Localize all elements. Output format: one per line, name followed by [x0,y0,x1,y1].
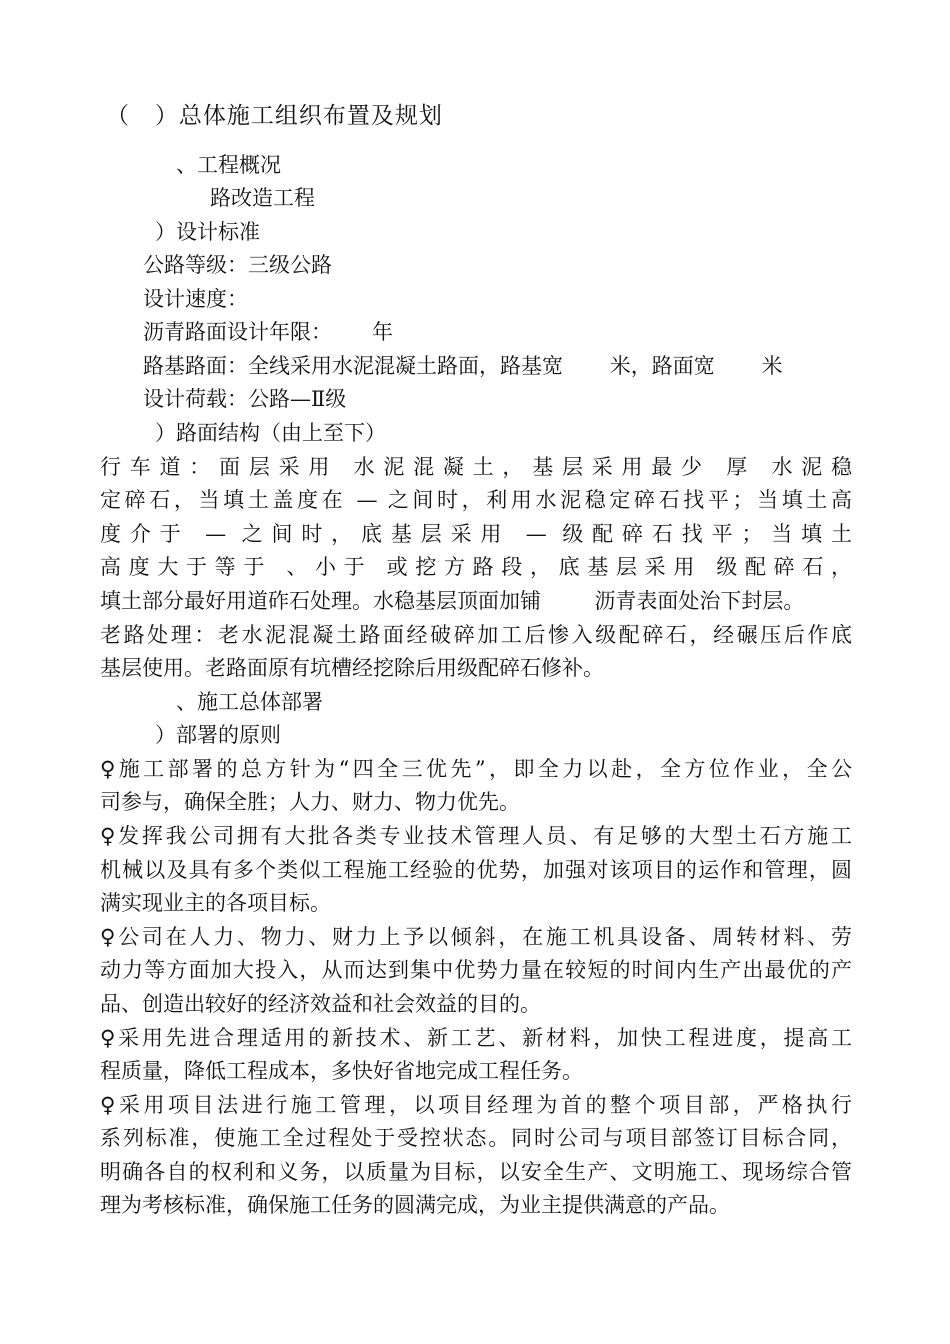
bullet-line: ♀采用项目法进行施工管理，以项目经理为首的整个项目部，严格执行 [100,1093,852,1117]
bullet-line: ♀公司在人力、物力、财力上予以倾斜，在施工机具设备、周转材料、劳 [100,925,852,949]
heading-design-standard: ）设计标准 [155,220,260,244]
heading-pavement-structure: ）路面结构（由上至下） [155,421,386,445]
paragraph-line: 度介于 — 之间时，底基层采用 — 级配碎石找平；当填土 [100,522,852,546]
design-load-line: 设计荷载：公路—Ⅱ级 [143,387,347,411]
bullet-line: 满实现业主的各项目标。 [100,891,331,915]
paragraph-line: 基层使用。老路面原有坑槽经挖除后用级配碎石修补。 [100,656,604,680]
design-speed-line: 设计速度： [143,287,248,311]
section-title: （ ）总体施工组织布置及规划 [106,103,443,129]
bullet-line: 程质量，降低工程成本，多快好省地完成工程任务。 [100,1059,583,1083]
bullet-line: ♀施工部署的总方针为“四全三优先”，即全力以赴，全方位作业，全公 [100,757,852,781]
bullet-line: 机械以及具有多个类似工程施工经验的优势，加强对该项目的运作和管理，圆 [100,858,852,882]
heading-construction-deployment: 、施工总体部署 [176,690,323,714]
paragraph-line: 行车道：面层采用 水泥混凝土，基层采用最少 厚 水泥稳 [100,455,852,479]
bullet-line: 理为考核标准，确保施工任务的圆满完成，为业主提供满意的产品。 [100,1193,730,1217]
bullet-line: 系列标准，使施工全过程处于受控状态。同时公司与项目部签订目标合同， [100,1126,852,1150]
bullet-line: ♀发挥我公司拥有大批各类专业技术管理人员、有足够的大型土石方施工 [100,824,852,848]
subgrade-pavement-line: 路基路面：全线采用水泥混凝土路面，路基宽 米，路面宽 米 [143,354,783,378]
road-grade-line: 公路等级：三级公路 [143,253,332,277]
heading-deployment-principles: ）部署的原则 [155,723,281,747]
bullet-line: 品、创造出较好的经济效益和社会效益的目的。 [100,992,541,1016]
bullet-line: ♀采用先进合理适用的新技术、新工艺、新材料，加快工程进度，提高工 [100,1026,852,1050]
paragraph-line: 高度大于等于 、小于 或挖方路段，底基层采用 级配碎石， [100,555,852,579]
bullet-line: 司参与，确保全胜；人力、财力、物力优先。 [100,790,520,814]
heading-project-overview: 、工程概况 [176,153,281,177]
pavement-life-line: 沥青路面设计年限： 年 [143,320,394,344]
paragraph-line: 老路处理：老水泥混凝土路面经破碎加工后惨入级配碎石，经碾压后作底 [100,623,852,647]
paragraph-line: 填土部分最好用道砟石处理。水稳基层顶面加铺 沥青表面处治下封层。 [100,589,805,613]
bullet-line: 明确各自的权利和义务，以质量为目标，以安全生产、文明施工、现场综合管 [100,1160,852,1184]
paragraph-line: 定碎石，当填土盖度在 — 之间时，利用水泥稳定碎石找平；当填土高 [100,488,852,512]
project-name: 路改造工程 [210,186,315,210]
bullet-line: 动力等方面加大投入，从而达到集中优势力量在较短的时间内生产出最优的产 [100,958,852,982]
